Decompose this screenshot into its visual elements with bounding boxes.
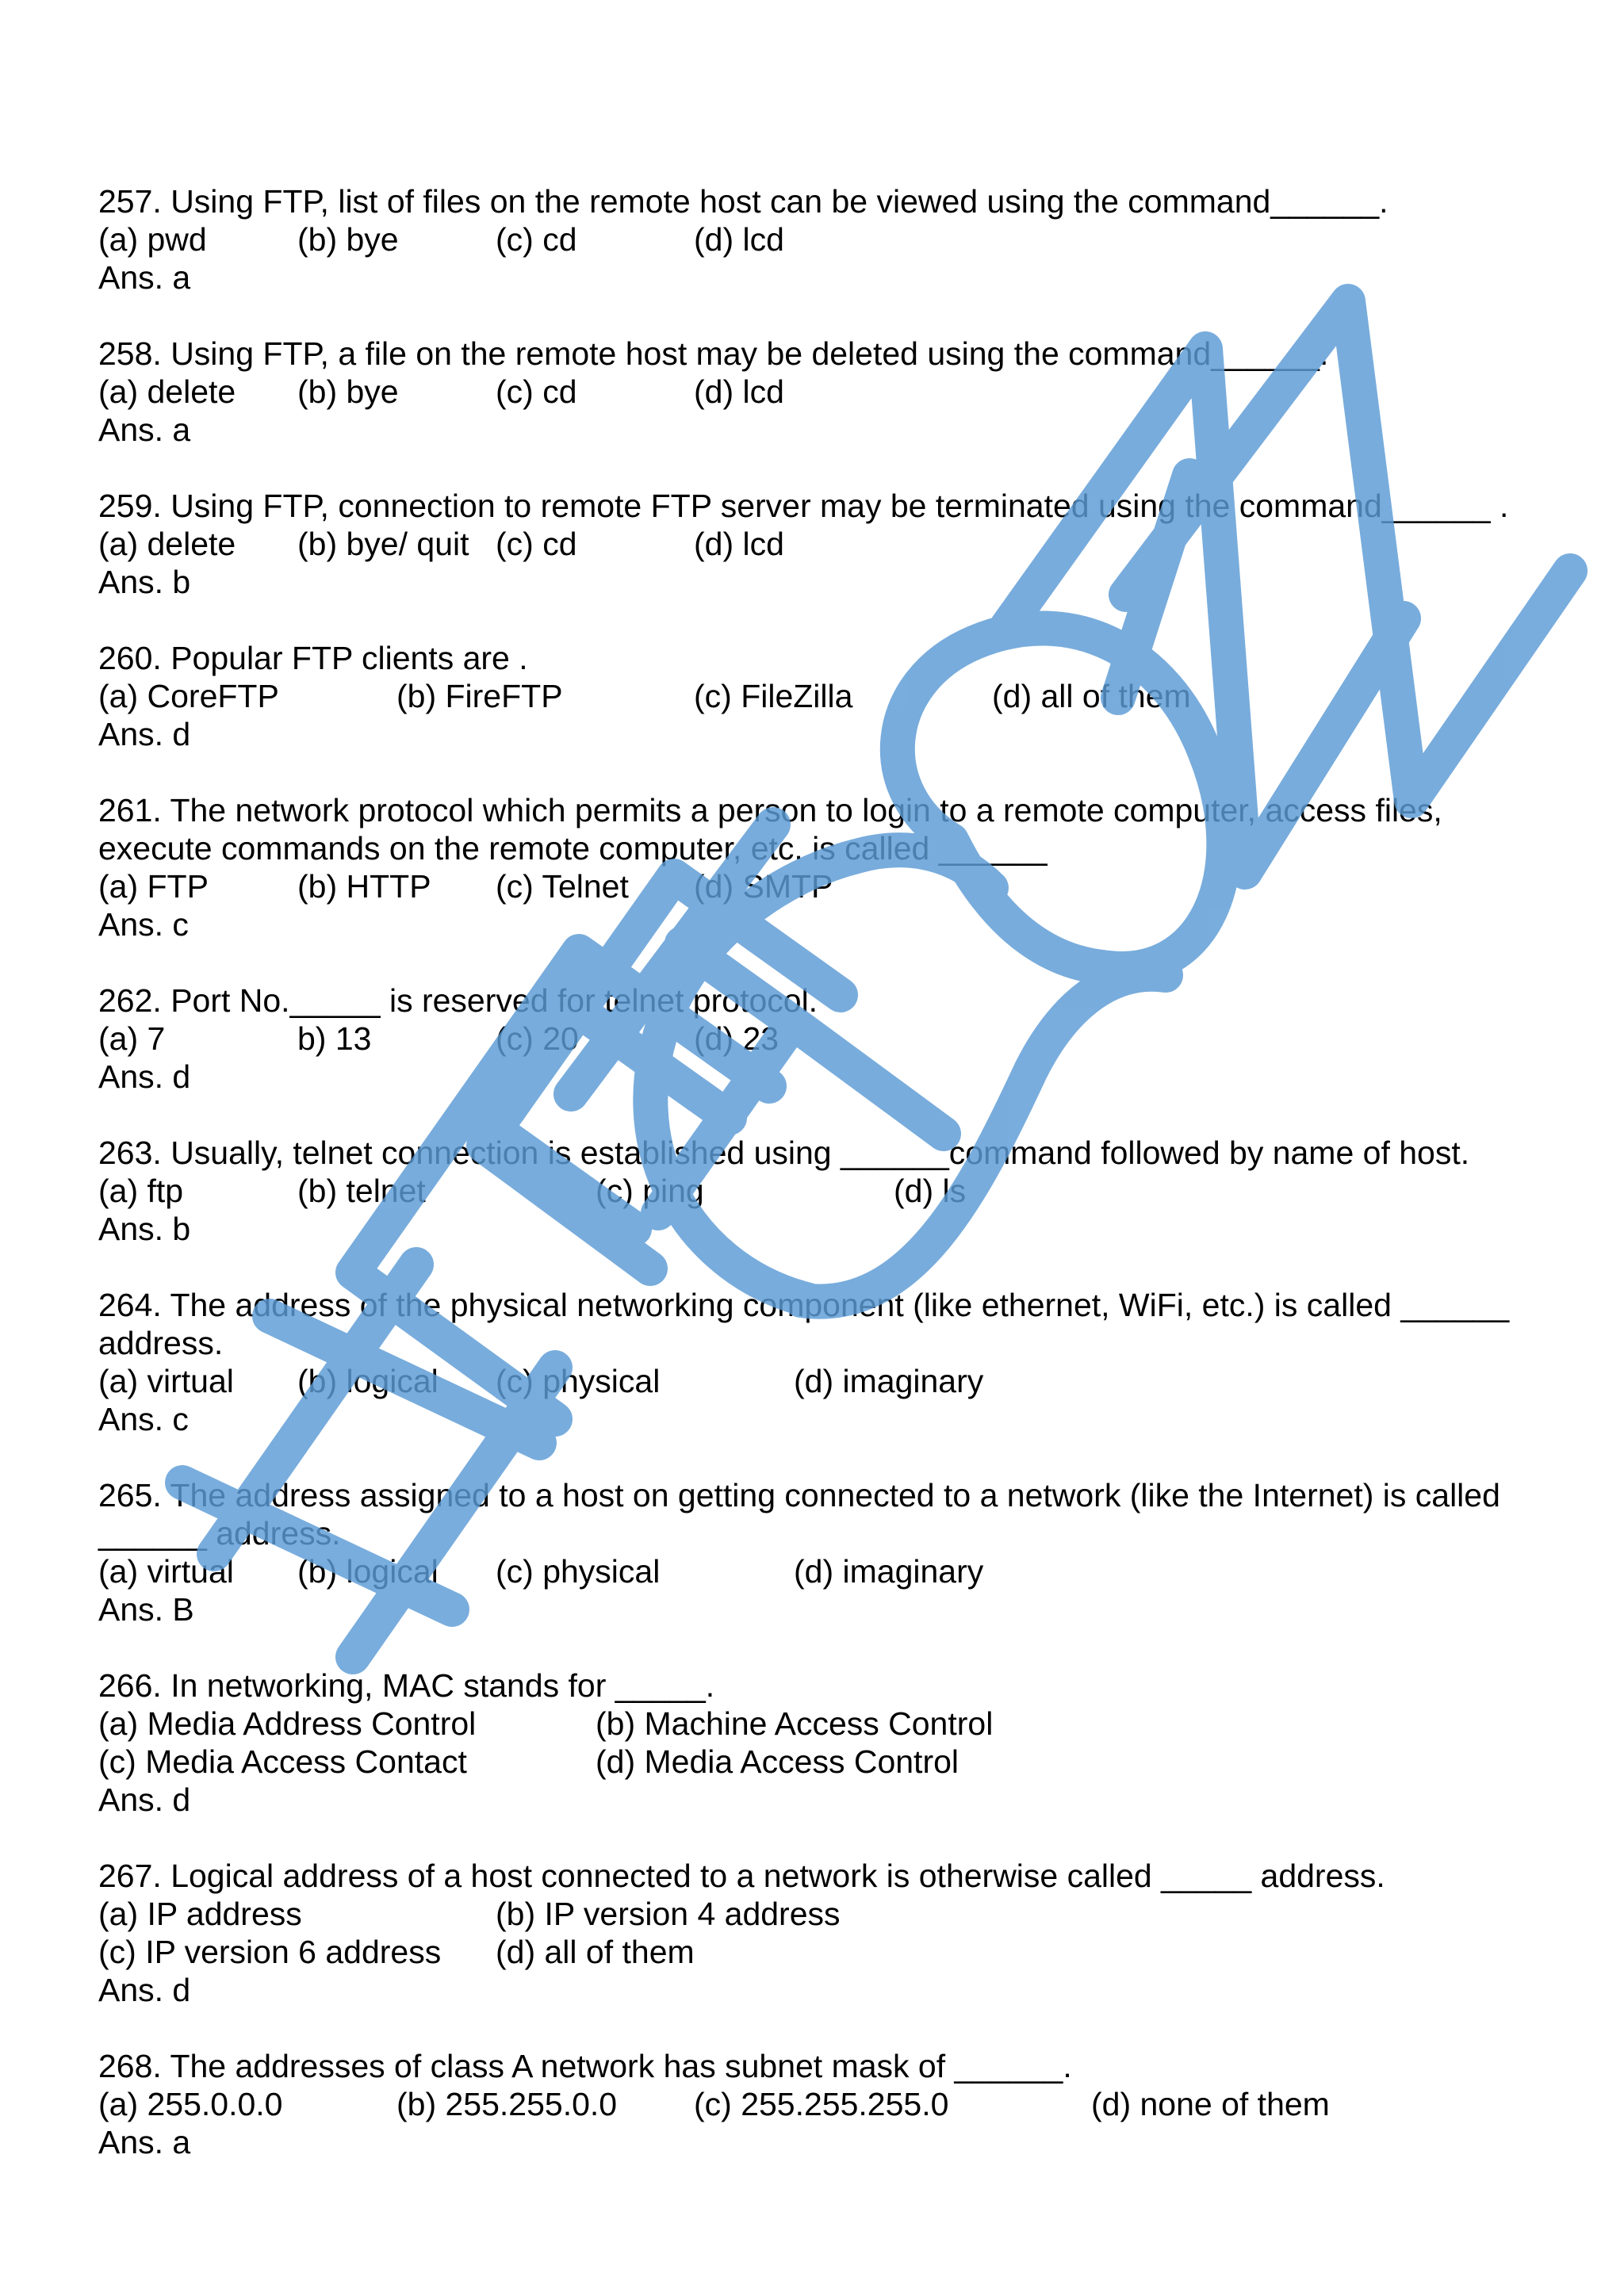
- option-a: (a) IP address: [98, 1896, 302, 1932]
- option-d: (d) ls: [894, 1173, 967, 1209]
- option-d: (d) SMTP: [694, 868, 833, 905]
- answer: Ans. c: [98, 906, 189, 943]
- question-stem-line-2: ______ address.: [98, 1515, 341, 1552]
- option-b: (b) Machine Access Control: [596, 1705, 994, 1742]
- option-c: (c) IP version 6 address: [98, 1934, 442, 1970]
- option-b: (b) bye: [297, 373, 399, 410]
- option-a: (a) virtual: [98, 1363, 234, 1399]
- option-b: (b) logical: [297, 1363, 439, 1399]
- question-259: [98, 487, 1573, 601]
- question-stem: 266. In networking, MAC stands for _____.: [98, 1667, 715, 1704]
- question-263: [98, 1134, 1573, 1248]
- question-stem: 262. Port No._____ is reserved for telnet protocol.: [98, 982, 818, 1019]
- option-a: (a) FTP: [98, 868, 209, 905]
- options-row: [98, 373, 1573, 411]
- option-c: (c) FileZilla: [694, 678, 853, 714]
- question-stem: 267. Logical address of a host connected to a network is otherwise called _____ address.: [98, 1858, 1385, 1894]
- option-a: (a) delete: [98, 526, 236, 562]
- option-b: b) 13: [297, 1020, 372, 1057]
- option-c: (c) 20: [496, 1020, 579, 1057]
- option-a: (a) 7: [98, 1020, 166, 1057]
- option-d: (d) Media Access Control: [596, 1743, 959, 1780]
- option-d: (d) 23: [694, 1020, 779, 1057]
- question-stem-line-1: 261. The network protocol which permits a person to login to a remote computer, access files,: [98, 792, 1442, 828]
- option-b: (b) logical: [297, 1553, 439, 1590]
- answer: Ans. d: [98, 1058, 191, 1095]
- options-row: [98, 2085, 1573, 2123]
- question-stem: 257. Using FTP, list of files on the remote host can be viewed using the command______.: [98, 183, 1388, 220]
- option-a: (a) delete: [98, 373, 236, 410]
- options-row: [98, 867, 1573, 905]
- option-a: (a) CoreFTP: [98, 678, 279, 714]
- question-stem: 263. Usually, telnet connection is established using ______command followed by name of host.: [98, 1135, 1470, 1171]
- option-b: (b) HTTP: [297, 868, 431, 905]
- answer: Ans. b: [98, 1211, 191, 1247]
- option-b: (b) 255.255.0.0: [396, 2086, 618, 2122]
- options-row: [98, 1552, 1573, 1590]
- option-c: (c) 255.255.255.0: [694, 2086, 949, 2122]
- question-264: [98, 1286, 1573, 1438]
- options-row: [98, 1172, 1573, 1210]
- option-b: (b) FireFTP: [396, 678, 563, 714]
- options-row: [98, 677, 1573, 715]
- question-261: [98, 791, 1573, 943]
- question-258: [98, 335, 1573, 449]
- option-c: (c) cd: [496, 221, 577, 258]
- option-c: (c) physical: [496, 1363, 661, 1399]
- question-267: [98, 1857, 1573, 2009]
- option-b: (b) telnet: [297, 1173, 426, 1209]
- question-stem-line-2: address.: [98, 1325, 224, 1361]
- option-c: (c) Media Access Contact: [98, 1743, 467, 1780]
- option-c: (c) cd: [496, 373, 577, 410]
- question-266: [98, 1667, 1573, 1819]
- answer: Ans. d: [98, 1781, 191, 1818]
- option-d: (d) imaginary: [794, 1363, 984, 1399]
- option-b: (b) bye: [297, 221, 399, 258]
- option-c: (c) ping: [596, 1173, 704, 1209]
- options-row: [98, 1705, 1573, 1743]
- question-268: [98, 2047, 1573, 2161]
- answer: Ans. d: [98, 1972, 191, 2008]
- options-row: [98, 220, 1573, 258]
- question-stem: 268. The addresses of class A network has subnet mask of ______.: [98, 2048, 1072, 2084]
- options-row: [98, 1020, 1573, 1058]
- option-d: (d) lcd: [694, 373, 784, 410]
- options-row: [98, 1895, 1573, 1933]
- option-c: (c) physical: [496, 1553, 661, 1590]
- question-stem-line-1: 264. The address of the physical networking component (like ethernet, WiFi, etc.) is called ______: [98, 1287, 1510, 1323]
- question-260: [98, 639, 1573, 753]
- option-d: (d) lcd: [694, 221, 784, 258]
- answer: Ans. a: [98, 411, 191, 448]
- question-stem-line-2: execute commands on the remote computer, etc. is called ______: [98, 830, 1048, 867]
- answer: Ans. d: [98, 716, 191, 752]
- option-a: (a) 255.0.0.0: [98, 2086, 283, 2122]
- answer: Ans. a: [98, 259, 191, 296]
- option-b: (b) bye/ quit: [297, 526, 469, 562]
- option-c: (c) Telnet: [496, 868, 629, 905]
- option-d: (d) all of them: [496, 1934, 695, 1970]
- question-257: [98, 182, 1573, 297]
- options-row: [98, 1743, 1573, 1781]
- option-a: (a) virtual: [98, 1553, 234, 1590]
- option-d: (d) all of them: [992, 678, 1191, 714]
- option-c: (c) cd: [496, 526, 577, 562]
- question-stem: 258. Using FTP, a file on the remote host may be deleted using the command______.: [98, 335, 1329, 372]
- option-d: (d) imaginary: [794, 1553, 984, 1590]
- question-262: [98, 982, 1573, 1096]
- options-row: [98, 1933, 1573, 1971]
- answer: Ans. b: [98, 564, 191, 600]
- option-d: (d) lcd: [694, 526, 784, 562]
- answer: Ans. B: [98, 1591, 194, 1628]
- option-a: (a) ftp: [98, 1173, 184, 1209]
- question-stem: 260. Popular FTP clients are .: [98, 640, 528, 676]
- option-a: (a) pwd: [98, 221, 207, 258]
- question-265: [98, 1476, 1573, 1628]
- answer: Ans. a: [98, 2124, 191, 2160]
- option-d: (d) none of them: [1091, 2086, 1330, 2122]
- answer: Ans. c: [98, 1401, 189, 1437]
- options-row: [98, 525, 1573, 563]
- question-stem: 259. Using FTP, connection to remote FTP server may be terminated using the command______ .: [98, 488, 1509, 524]
- option-a: (a) Media Address Control: [98, 1705, 477, 1742]
- option-b: (b) IP version 4 address: [496, 1896, 841, 1932]
- question-stem-line-1: 265. The address assigned to a host on getting connected to a network (like the Internet) is called: [98, 1477, 1500, 1513]
- options-row: [98, 1362, 1573, 1400]
